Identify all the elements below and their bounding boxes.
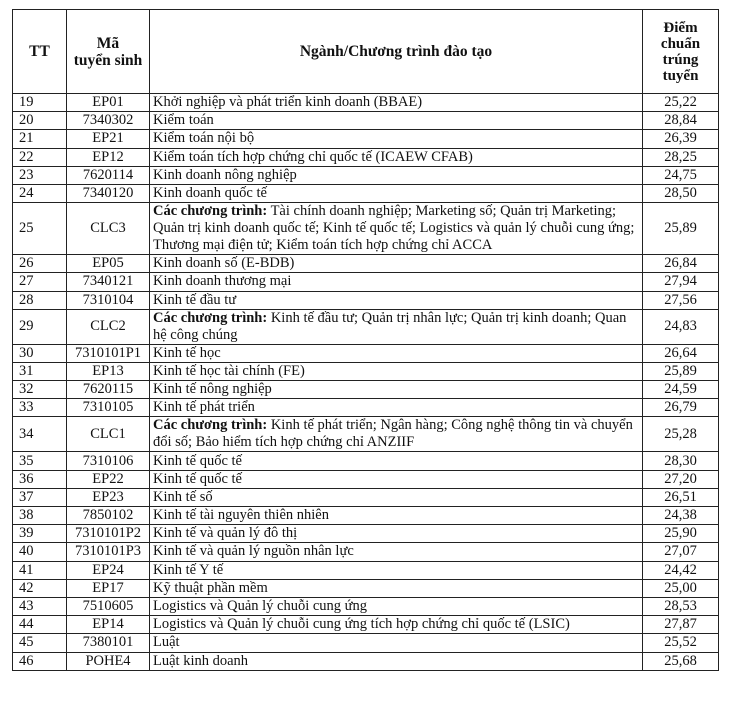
- row-program-name: [150, 148, 643, 166]
- row-cutoff-score: 25,89: [643, 203, 719, 255]
- row-tt: 36: [13, 470, 67, 488]
- row-cutoff-score: 25,00: [643, 579, 719, 597]
- header-tt: TT: [13, 10, 67, 94]
- row-cutoff-score: 24,83: [643, 309, 719, 344]
- program-name-text: Kinh doanh nông nghiệp: [153, 166, 297, 183]
- row-program-name: [150, 309, 643, 344]
- row-tt: 25: [13, 203, 67, 255]
- table-row: [13, 616, 719, 634]
- row-admission-code: 7310101P3: [67, 543, 150, 561]
- row-program-name: [150, 488, 643, 506]
- program-name-text: Kinh tế quốc tế: [153, 452, 242, 469]
- program-name-text: Kỹ thuật phần mềm: [153, 579, 268, 596]
- program-name-text: Kinh tế học: [153, 344, 221, 361]
- row-program-name: [150, 417, 643, 452]
- table-row: [13, 597, 719, 615]
- row-tt: 41: [13, 561, 67, 579]
- program-name-text: Kinh tế phát triển: [153, 399, 255, 416]
- row-admission-code: EP13: [67, 362, 150, 380]
- row-admission-code: EP22: [67, 470, 150, 488]
- row-tt: 24: [13, 184, 67, 202]
- program-name-text: Luật: [153, 634, 180, 651]
- row-tt: 22: [13, 148, 67, 166]
- row-cutoff-score: 27,94: [643, 273, 719, 291]
- table-row: [13, 112, 719, 130]
- row-tt: 37: [13, 488, 67, 506]
- row-cutoff-score: 27,07: [643, 543, 719, 561]
- row-cutoff-score: 24,42: [643, 561, 719, 579]
- table-row: [13, 273, 719, 291]
- row-cutoff-score: 26,79: [643, 399, 719, 417]
- program-name-text: Kinh doanh thương mại: [153, 273, 292, 290]
- row-admission-code: EP17: [67, 579, 150, 597]
- row-tt: 29: [13, 309, 67, 344]
- row-cutoff-score: 25,52: [643, 634, 719, 652]
- row-cutoff-score: 28,30: [643, 452, 719, 470]
- row-admission-code: EP21: [67, 130, 150, 148]
- row-tt: 38: [13, 507, 67, 525]
- program-name-text: Khởi nghiệp và phát triển kinh doanh (BBAE): [153, 94, 423, 111]
- row-program-name: [150, 184, 643, 202]
- table-row: [13, 652, 719, 670]
- row-cutoff-score: 28,53: [643, 597, 719, 615]
- table-row: [13, 579, 719, 597]
- table-row: [13, 309, 719, 344]
- admission-score-table: [12, 9, 719, 671]
- table-row: [13, 507, 719, 525]
- row-admission-code: EP01: [67, 94, 150, 112]
- row-admission-code: 7310101P2: [67, 525, 150, 543]
- row-program-name: [150, 525, 643, 543]
- program-name-text: Luật kinh doanh: [153, 652, 249, 669]
- row-cutoff-score: 25,28: [643, 417, 719, 452]
- row-tt: 34: [13, 417, 67, 452]
- row-admission-code: CLC2: [67, 309, 150, 344]
- row-program-name: [150, 597, 643, 615]
- row-tt: 46: [13, 652, 67, 670]
- table-row: [13, 184, 719, 202]
- table-row: [13, 561, 719, 579]
- row-cutoff-score: 28,84: [643, 112, 719, 130]
- row-program-name: [150, 399, 643, 417]
- program-name-text: Kinh tế tài nguyên thiên nhiên: [153, 507, 329, 524]
- row-admission-code: EP24: [67, 561, 150, 579]
- row-cutoff-score: 27,20: [643, 470, 719, 488]
- row-admission-code: EP12: [67, 148, 150, 166]
- row-tt: 23: [13, 166, 67, 184]
- program-name-text: Kiểm toán tích hợp chứng chỉ quốc tế (ICAEW CFAB): [153, 148, 473, 165]
- row-program-name: [150, 652, 643, 670]
- row-program-name: [150, 452, 643, 470]
- row-cutoff-score: 26,84: [643, 255, 719, 273]
- program-name-text: Tài chính doanh nghiệp; Marketing số; Quản trị Marketing; Quản trị kinh doanh quốc tế; Kinh tế quốc tế; Logistics và quản lý chuỗi cung ứng; Thương mại điện tử; Kiểm toán tích hợp chứng chỉ ACCA: [153, 203, 635, 254]
- row-cutoff-score: 26,51: [643, 488, 719, 506]
- table-row: [13, 417, 719, 452]
- row-program-name: [150, 166, 643, 184]
- table-row: [13, 452, 719, 470]
- row-admission-code: POHE4: [67, 652, 150, 670]
- row-tt: 26: [13, 255, 67, 273]
- row-tt: 30: [13, 344, 67, 362]
- row-admission-code: 7510605: [67, 597, 150, 615]
- row-program-name: [150, 561, 643, 579]
- row-tt: 20: [13, 112, 67, 130]
- program-name-text: Kinh tế đầu tư: [153, 291, 237, 308]
- row-cutoff-score: 27,56: [643, 291, 719, 309]
- table-row: [13, 94, 719, 112]
- program-name-text: Kinh tế phát triển; Ngân hàng; Công nghệ thông tin và chuyển đổi số; Bảo hiểm tích hợp chứng chỉ ANZIIF: [153, 417, 633, 451]
- row-cutoff-score: 25,90: [643, 525, 719, 543]
- header-code-line1: Mã: [96, 34, 120, 52]
- row-program-name: [150, 112, 643, 130]
- program-name-text: Logistics và Quản lý chuỗi cung ứng tích hợp chứng chỉ quốc tế (LSIC): [153, 616, 570, 633]
- row-program-name: [150, 255, 643, 273]
- row-tt: 32: [13, 381, 67, 399]
- table-row: [13, 130, 719, 148]
- row-tt: 44: [13, 616, 67, 634]
- row-program-name: [150, 130, 643, 148]
- program-name-text: Kiểm toán: [153, 112, 214, 129]
- table-row: [13, 148, 719, 166]
- row-program-name: [150, 94, 643, 112]
- row-cutoff-score: 24,75: [643, 166, 719, 184]
- header-program: Ngành/Chương trình đào tạo: [150, 10, 643, 94]
- row-program-name: [150, 381, 643, 399]
- row-cutoff-score: 26,64: [643, 344, 719, 362]
- row-program-name: [150, 291, 643, 309]
- row-tt: 43: [13, 597, 67, 615]
- program-name-text: Kinh tế Y tế: [153, 561, 224, 578]
- table-body: [13, 94, 719, 671]
- row-cutoff-score: 24,38: [643, 507, 719, 525]
- table-row: [13, 543, 719, 561]
- program-name-text: Kinh tế quốc tế: [153, 470, 242, 487]
- table-row: [13, 203, 719, 255]
- program-name-text: Kinh tế đầu tư; Quản trị nhân lực; Quản trị kinh doanh; Quan hệ công chúng: [153, 309, 627, 343]
- row-program-name: [150, 507, 643, 525]
- program-name-text: Kinh tế số: [153, 488, 213, 505]
- row-tt: 19: [13, 94, 67, 112]
- row-tt: 33: [13, 399, 67, 417]
- program-name-text: Kinh doanh quốc tế: [153, 185, 267, 202]
- program-group-prefix: Các chương trình:: [153, 309, 268, 326]
- row-program-name: [150, 470, 643, 488]
- row-program-name: [150, 344, 643, 362]
- admission-score-table-sheet: [12, 9, 718, 721]
- header-admission-code: [67, 10, 150, 94]
- program-name-text: Kiểm toán nội bộ: [153, 130, 255, 147]
- table-row: [13, 344, 719, 362]
- row-admission-code: CLC3: [67, 203, 150, 255]
- row-admission-code: EP14: [67, 616, 150, 634]
- row-program-name: [150, 616, 643, 634]
- table-row: [13, 634, 719, 652]
- program-group-prefix: Các chương trình:: [153, 417, 268, 434]
- header-score-line4: tuyển: [662, 67, 699, 84]
- row-admission-code: EP05: [67, 255, 150, 273]
- row-admission-code: CLC1: [67, 417, 150, 452]
- program-name-text: Kinh tế và quản lý nguồn nhân lực: [153, 543, 354, 560]
- row-tt: 42: [13, 579, 67, 597]
- program-name-text: Kinh tế nông nghiệp: [153, 381, 272, 398]
- row-admission-code: 7620115: [67, 381, 150, 399]
- row-cutoff-score: 25,22: [643, 94, 719, 112]
- header-cutoff-score: [643, 10, 719, 94]
- row-admission-code: 7620114: [67, 166, 150, 184]
- program-name-text: Logistics và Quản lý chuỗi cung ứng: [153, 598, 368, 615]
- table-header-row: [13, 10, 719, 94]
- row-program-name: [150, 579, 643, 597]
- row-admission-code: 7310105: [67, 399, 150, 417]
- row-admission-code: 7850102: [67, 507, 150, 525]
- row-cutoff-score: 24,59: [643, 381, 719, 399]
- row-admission-code: 7340120: [67, 184, 150, 202]
- row-cutoff-score: 26,39: [643, 130, 719, 148]
- row-tt: 31: [13, 362, 67, 380]
- row-cutoff-score: 28,50: [643, 184, 719, 202]
- row-cutoff-score: 28,25: [643, 148, 719, 166]
- table-row: [13, 399, 719, 417]
- row-admission-code: 7310106: [67, 452, 150, 470]
- table-row: [13, 381, 719, 399]
- row-program-name: [150, 203, 643, 255]
- row-tt: 21: [13, 130, 67, 148]
- row-program-name: [150, 362, 643, 380]
- row-admission-code: 7310101P1: [67, 344, 150, 362]
- row-admission-code: 7340121: [67, 273, 150, 291]
- program-name-text: Kinh tế học tài chính (FE): [153, 362, 305, 379]
- row-cutoff-score: 25,68: [643, 652, 719, 670]
- row-tt: 35: [13, 452, 67, 470]
- table-row: [13, 166, 719, 184]
- row-tt: 40: [13, 543, 67, 561]
- row-admission-code: 7380101: [67, 634, 150, 652]
- program-name-text: Kinh tế và quản lý đô thị: [153, 525, 298, 542]
- table-row: [13, 291, 719, 309]
- table-row: [13, 488, 719, 506]
- table-row: [13, 525, 719, 543]
- row-tt: 39: [13, 525, 67, 543]
- program-group-prefix: Các chương trình:: [153, 203, 268, 220]
- row-cutoff-score: 27,87: [643, 616, 719, 634]
- row-tt: 28: [13, 291, 67, 309]
- program-name-text: Kinh doanh số (E-BDB): [153, 255, 295, 272]
- row-admission-code: 7340302: [67, 112, 150, 130]
- row-admission-code: 7310104: [67, 291, 150, 309]
- row-admission-code: EP23: [67, 488, 150, 506]
- header-score-line1: Điểm: [663, 19, 698, 36]
- row-program-name: [150, 273, 643, 291]
- table-row: [13, 362, 719, 380]
- header-score-line2: chuẩn: [660, 35, 701, 52]
- table-row: [13, 470, 719, 488]
- header-code-line2: tuyển sinh: [73, 51, 143, 69]
- table-row: [13, 255, 719, 273]
- row-tt: 27: [13, 273, 67, 291]
- row-cutoff-score: 25,89: [643, 362, 719, 380]
- header-score-line3: trúng: [662, 51, 699, 68]
- row-program-name: [150, 543, 643, 561]
- row-program-name: [150, 634, 643, 652]
- row-tt: 45: [13, 634, 67, 652]
